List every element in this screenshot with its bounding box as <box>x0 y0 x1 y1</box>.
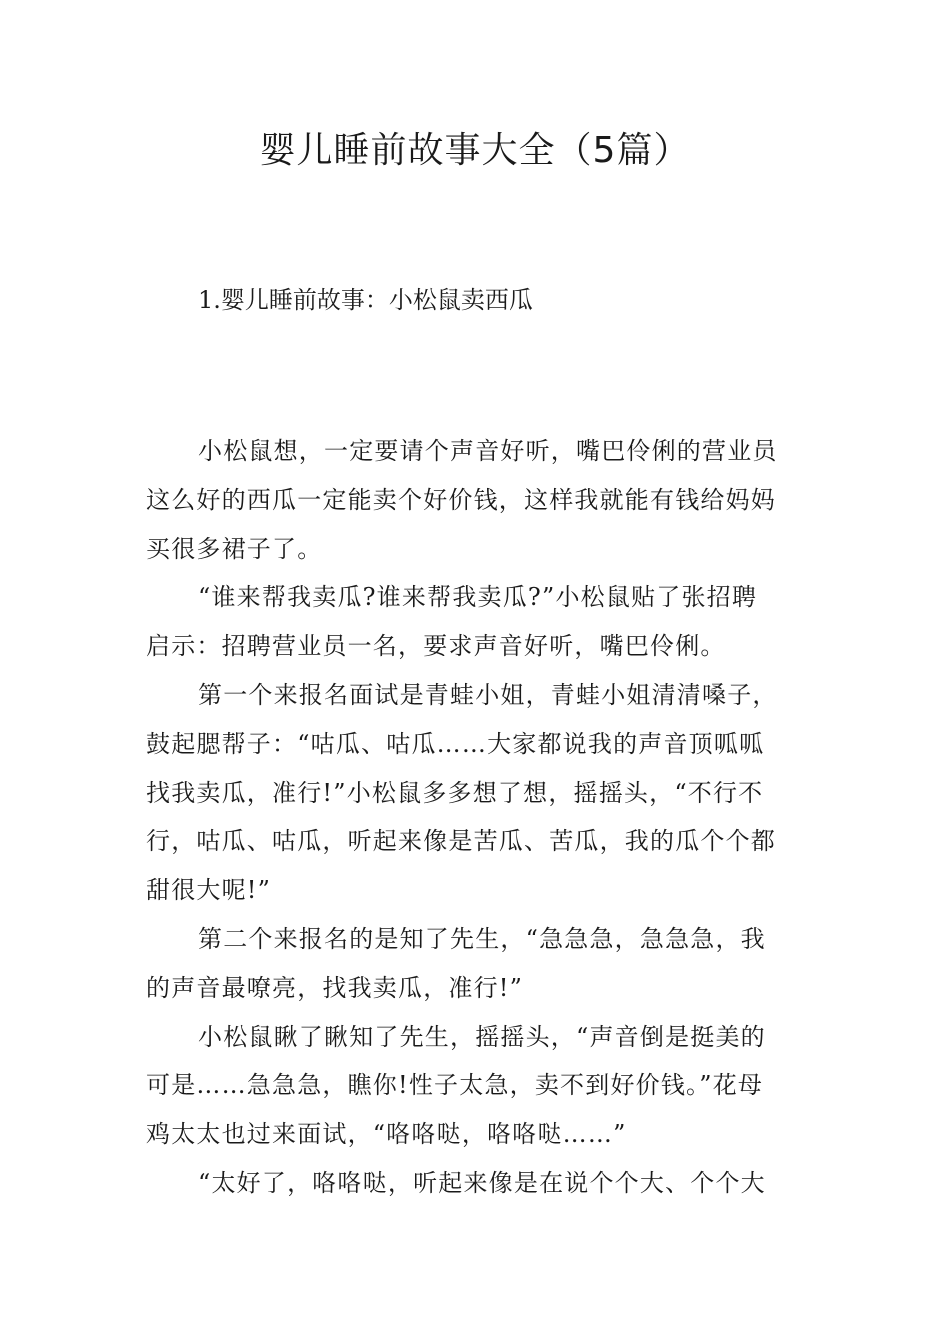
document-title: 婴儿睡前故事大全（5篇） <box>259 130 691 171</box>
paragraph-line: 鼓起腮帮子：“咕瓜、咕瓜……大家都说我的声音顶呱呱 <box>146 729 765 758</box>
paragraph-line: 找我卖瓜，准行!”小松鼠多多想了想，摇摇头，“不行不 <box>146 778 764 807</box>
paragraph <box>146 1013 806 1159</box>
paragraph-line: 第一个来报名面试是青蛙小姐，青蛙小姐清清嗓子， <box>198 680 778 709</box>
section-heading: 1.婴儿睡前故事：小松鼠卖西瓜 <box>198 286 533 314</box>
paragraph <box>146 427 806 573</box>
paragraph-line: “太好了，咯咯哒，听起来像是在说个个大、个个大 <box>198 1168 766 1197</box>
paragraph-line: 的声音最嘹亮，找我卖瓜，准行!” <box>146 973 524 1002</box>
paragraph <box>146 573 806 671</box>
paragraph-line: 行，咕瓜、咕瓜，听起来像是苦瓜、苦瓜，我的瓜个个都 <box>146 827 776 856</box>
paragraph <box>146 671 806 915</box>
paragraph-line: 这么好的西瓜一定能卖个好价钱，这样我就能有钱给妈妈 <box>146 485 776 514</box>
paragraph-line: 甜很大呢!” <box>146 876 272 905</box>
paragraph <box>146 915 806 1013</box>
paragraph-line: 买很多裙子了。 <box>146 534 323 563</box>
paragraph-line: 鸡太太也过来面试，“咯咯哒，咯咯哒……” <box>146 1120 627 1149</box>
paragraph-line: 第二个来报名的是知了先生，“急急急，急急急，我 <box>198 924 766 953</box>
paragraph-line: 启示：招聘营业员一名，要求声音好听，嘴巴伶俐。 <box>146 632 726 661</box>
paragraph-line: 可是……急急急，瞧你!性子太急，卖不到好价钱。”花母 <box>146 1071 764 1100</box>
paragraph-line: 小松鼠想，一定要请个声音好听，嘴巴伶俐的营业员 <box>198 437 778 465</box>
paragraph <box>146 1159 806 1208</box>
paragraph-line: “谁来帮我卖瓜?谁来帮我卖瓜?”小松鼠贴了张招聘 <box>198 583 758 612</box>
story-body <box>146 427 806 1208</box>
paragraph-line: 小松鼠瞅了瞅知了先生，摇摇头，“声音倒是挺美的 <box>198 1022 766 1051</box>
